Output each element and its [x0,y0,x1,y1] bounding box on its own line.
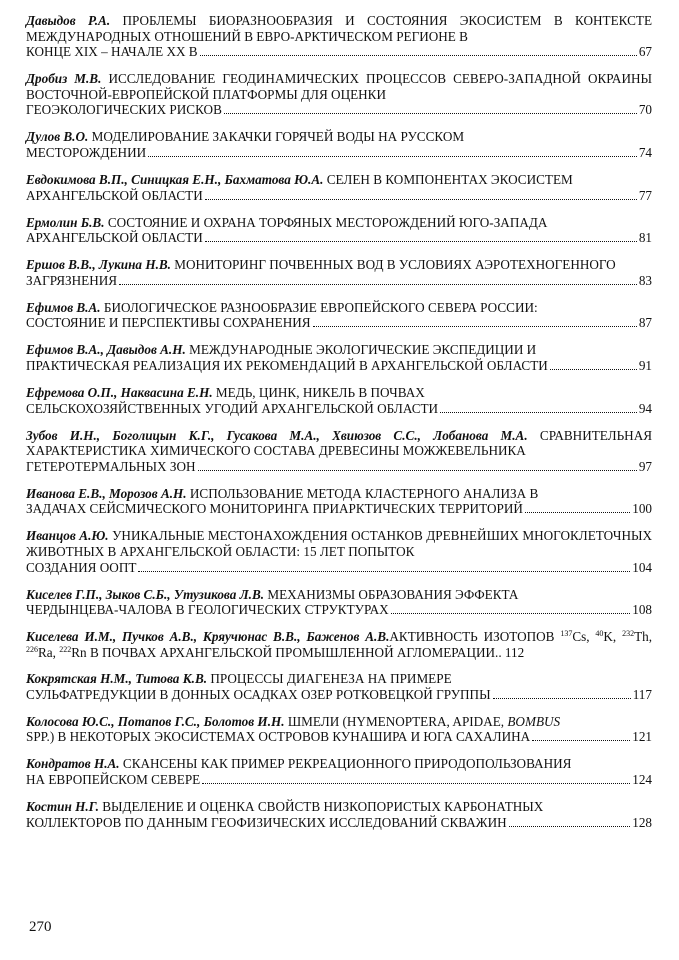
entry-authors: Ефремова О.П., Наквасина Е.Н. [26,384,213,400]
dot-leader [493,698,631,699]
entry-authors: Костин Н.Г. [26,799,99,815]
table-of-contents [26,13,652,842]
toc-entry [26,342,652,374]
toc-entry [26,587,652,619]
entry-page-number: 77 [638,187,652,203]
toc-entry [26,756,652,788]
entry-title: СКАНСЕНЫ КАК ПРИМЕР РЕКРЕАЦИОННОГО ПРИРОДОПОЛЬЗОВАНИЯ [122,756,572,772]
entry-page-number: 94 [638,400,652,416]
isotope-mass: 232 [622,629,635,639]
entry-title: МОДЕЛИРОВАНИЕ ЗАКАЧКИ ГОРЯЧЕЙ ВОДЫ НА РУССКОМ [91,129,465,145]
entry-title: ИССЛЕДОВАНИЕ ГЕОДИНАМИЧЕСКИХ ПРОЦЕССОВ СЕВЕРО-ЗАПАДНОЙ ОКРАИНЫ ВОСТОЧНОЙ-ЕВРОПЕЙСКОЙ ПЛАТФОРМЫ ДЛЯ ОЦЕНКИ [26,71,653,102]
toc-entry [26,257,652,289]
dot-leader [148,156,637,157]
toc-entry [26,671,652,703]
entry-authors: Евдокимова В.П., Синицкая Е.Н., Бахматова Ю.А. [26,171,324,187]
toc-entry [26,629,652,660]
dot-leader [138,571,630,572]
entry-page-number: 91 [638,357,652,373]
entry-page-number: 70 [638,102,652,118]
dot-leader [509,826,631,827]
entry-authors: Колосова Ю.С., Потапов Г.С., Болотов И.Н. [26,713,285,729]
entry-title-end: ЧЕРДЫНЦЕВА-ЧАЛОВА В ГЕОЛОГИЧЕСКИХ СТРУКТУРАХ [26,602,389,618]
entry-title: ПРОЦЕССЫ ДИАГЕНЕЗА НА ПРИМЕРЕ [210,671,452,687]
entry-page-number: 124 [632,772,652,788]
entry-title-italic: BOMBUS [507,713,561,729]
entry-title: МЕЖДУНАРОДНЫЕ ЭКОЛОГИЧЕСКИЕ ЭКСПЕДИЦИИ И [189,342,537,358]
entry-title-end: АРХАНГЕЛЬСКОЙ ОБЛАСТИ [26,230,203,246]
entry-page-number: 117 [632,686,652,702]
page-number: 270 [29,919,52,935]
entry-title-end: СОСТОЯНИЕ И ПЕРСПЕКТИВЫ СОХРАНЕНИЯ [26,315,311,331]
entry-authors: Ефимов В.А. [26,299,101,315]
entry-authors: Ефимов В.А., Давыдов А.Н. [26,342,186,358]
entry-title: СОСТОЯНИЕ И ОХРАНА ТОРФЯНЫХ МЕСТОРОЖДЕНИЙ ЮГО-ЗАПАДА [107,214,548,230]
dot-leader [202,783,630,784]
entry-authors: Кокрятская Н.М., Титова К.В. [26,671,208,687]
entry-title: ВЫДЕЛЕНИЕ И ОЦЕНКА СВОЙСТВ НИЗКОПОРИСТЫХ КАРБОНАТНЫХ [102,799,544,815]
toc-entry [26,215,652,247]
entry-authors: Иванцов А.Ю. [26,528,109,544]
entry-title-end: НА ЕВРОПЕЙСКОМ СЕВЕРЕ [26,772,201,788]
toc-entry [26,486,652,518]
dot-leader [440,412,637,413]
isotope-mass: 226 [26,644,38,654]
entry-title-end: ЗАГРЯЗНЕНИЯ [26,272,118,288]
entry-title: УНИКАЛЬНЫЕ МЕСТОНАХОЖДЕНИЯ ОСТАНКОВ ДРЕВНЕЙШИХ МНОГОКЛЕТОЧНЫХ ЖИВОТНЫХ В АРХАНГЕЛЬСКОЙ ОБЛАСТИ: 15 ЛЕТ ПОПЫТОК [26,528,652,559]
entry-page-number: 74 [638,144,652,160]
entry-page-number: 87 [638,315,652,331]
toc-entry [26,528,652,575]
entry-title: СЕЛЕН В КОМПОНЕНТАХ ЭКОСИСТЕМ [326,171,573,187]
toc-entry [26,71,652,118]
dot-leader: .. [495,644,502,660]
dot-leader [205,241,637,242]
entry-authors: Дулов В.О. [26,129,89,145]
entry-title-end: МЕСТОРОЖДЕНИИ [26,144,147,160]
entry-title: БИОЛОГИЧЕСКОЕ РАЗНООБРАЗИЕ ЕВРОПЕЙСКОГО СЕВЕРА РОССИИ: [103,299,538,315]
dot-leader [224,113,637,114]
dot-leader [525,512,630,513]
dot-leader [391,613,631,614]
toc-entry [26,172,652,204]
entry-title: АКТИВНОСТЬ ИЗОТОПОВ [389,629,555,645]
dot-leader [532,740,630,741]
entry-title: СРАВНИТЕЛЬНАЯ ХАРАКТЕРИСТИКА ХИМИЧЕСКОГО СОСТАВА ДРЕВЕСИНЫ МОЖЖЕВЕЛЬНИКА [26,427,653,459]
entry-title: ПРОБЛЕМЫ БИОРАЗНООБРАЗИЯ И СОСТОЯНИЯ ЭКОСИСТЕМ В КОНТЕКСТЕ МЕЖДУНАРОДНЫХ ОТНОШЕНИЙ В ЕВРО-АРКТИЧЕСКОМ РЕГИОНЕ В [26,13,653,44]
entry-title-end: СОЗДАНИЯ ООПТ [26,559,137,575]
entry-authors: Иванова Е.В., Морозов А.Н. [26,485,187,501]
dot-leader [205,199,637,200]
toc-entry [26,300,652,332]
toc-entry [26,428,652,475]
entry-page-number: 83 [638,272,652,288]
entry-title-end: СЕЛЬСКОХОЗЯЙСТВЕННЫХ УГОДИЙ АРХАНГЕЛЬСКОЙ ОБЛАСТИ [26,400,439,416]
dot-leader [313,326,637,327]
isotope-symbol: Ra, [38,644,56,660]
entry-authors: Давыдов Р.А. [26,13,111,28]
entry-title-end: КОНЦЕ XIX – НАЧАЛЕ XX В [26,44,198,60]
toc-entry [26,799,652,831]
entry-page-number: 104 [632,559,652,575]
dot-leader [200,55,637,56]
entry-authors: Кондратов Н.А. [26,756,120,772]
entry-page-number: 128 [632,814,652,830]
dot-leader [550,369,637,370]
entry-page-number: 112 [504,644,525,660]
entry-authors: Ершов В.В., Лукина Н.В. [26,257,171,273]
entry-title-end: SPP.) В НЕКОТОРЫХ ЭКОСИСТЕМАХ ОСТРОВОВ КУНАШИРА И ЮГА САХАЛИНА [26,729,531,745]
entry-title-end: ГЕТЕРОТЕРМАЛЬНЫХ ЗОН [26,458,196,474]
isotope-symbol: Th, [634,629,653,645]
entry-page-number: 108 [632,602,652,618]
toc-entry [26,129,652,161]
entry-page-number: 121 [632,729,652,745]
entry-title: МОНИТОРИНГ ПОЧВЕННЫХ ВОД В УСЛОВИЯХ АЭРОТЕХНОГЕННОГО [174,257,616,273]
entry-title-end: КОЛЛЕКТОРОВ ПО ДАННЫМ ГЕОФИЗИЧЕСКИХ ИССЛЕДОВАНИЙ СКВАЖИН [26,814,507,830]
entry-authors: Зубов И.Н., Боголицын К.Г., Гусакова М.А., Хвиюзов С.С., Лобанова М.А. [26,427,528,443]
entry-page-number: 67 [638,44,652,60]
entry-authors: Киселев Г.П., Зыков С.Б., Утузикова Л.В. [26,586,265,602]
entry-title-end: ЗАДАЧАХ СЕЙСМИЧЕСКОГО МОНИТОРИНГА ПРИАРКТИЧЕСКИХ ТЕРРИТОРИЙ [26,501,523,517]
entry-page-number: 100 [632,501,652,517]
isotope-mass: 40 [595,629,604,639]
entry-authors: Дробиз М.В. [26,71,102,87]
entry-title-end: ГЕОЭКОЛОГИЧЕСКИХ РИСКОВ [26,102,222,118]
entry-title: ИСПОЛЬЗОВАНИЕ МЕТОДА КЛАСТЕРНОГО АНАЛИЗА В [189,485,539,501]
entry-title-end: СУЛЬФАТРЕДУКЦИИ В ДОННЫХ ОСАДКАХ ОЗЕР РОТКОВЕЦКОЙ ГРУППЫ [26,686,491,702]
entry-title-end: ПРАКТИЧЕСКАЯ РЕАЛИЗАЦИЯ ИХ РЕКОМЕНДАЦИЙ В АРХАНГЕЛЬСКОЙ ОБЛАСТИ [26,357,548,373]
entry-title-end: В ПОЧВАХ АРХАНГЕЛЬСКОЙ ПРОМЫШЛЕННОЙ АГЛОМЕРАЦИИ [89,644,496,660]
entry-title: МЕХАНИЗМЫ ОБРАЗОВАНИЯ ЭФФЕКТА [267,586,519,602]
isotope-symbol: Cs, [572,629,590,645]
entry-title: МЕДЬ, ЦИНК, НИКЕЛЬ В ПОЧВАХ [215,384,425,400]
toc-entry [26,13,652,60]
entry-authors: Киселева И.М., Пучков А.В., Кряучюнас В.В., Баженов А.В. [26,629,390,645]
entry-page-number: 81 [638,230,652,246]
toc-entry [26,385,652,417]
dot-leader [198,470,637,471]
isotope-mass: 137 [560,629,573,639]
isotope-mass: 222 [59,644,72,654]
entry-title-end: АРХАНГЕЛЬСКОЙ ОБЛАСТИ [26,187,203,203]
entry-authors: Ермолин Б.В. [26,214,105,230]
isotope-symbol: K, [603,629,617,645]
toc-entry [26,714,652,746]
dot-leader [119,284,637,285]
isotope-symbol: Rn [71,644,87,660]
entry-title: ШМЕЛИ (HYMENOPTERA, APIDAE, [287,713,505,729]
entry-page-number: 97 [638,458,652,474]
